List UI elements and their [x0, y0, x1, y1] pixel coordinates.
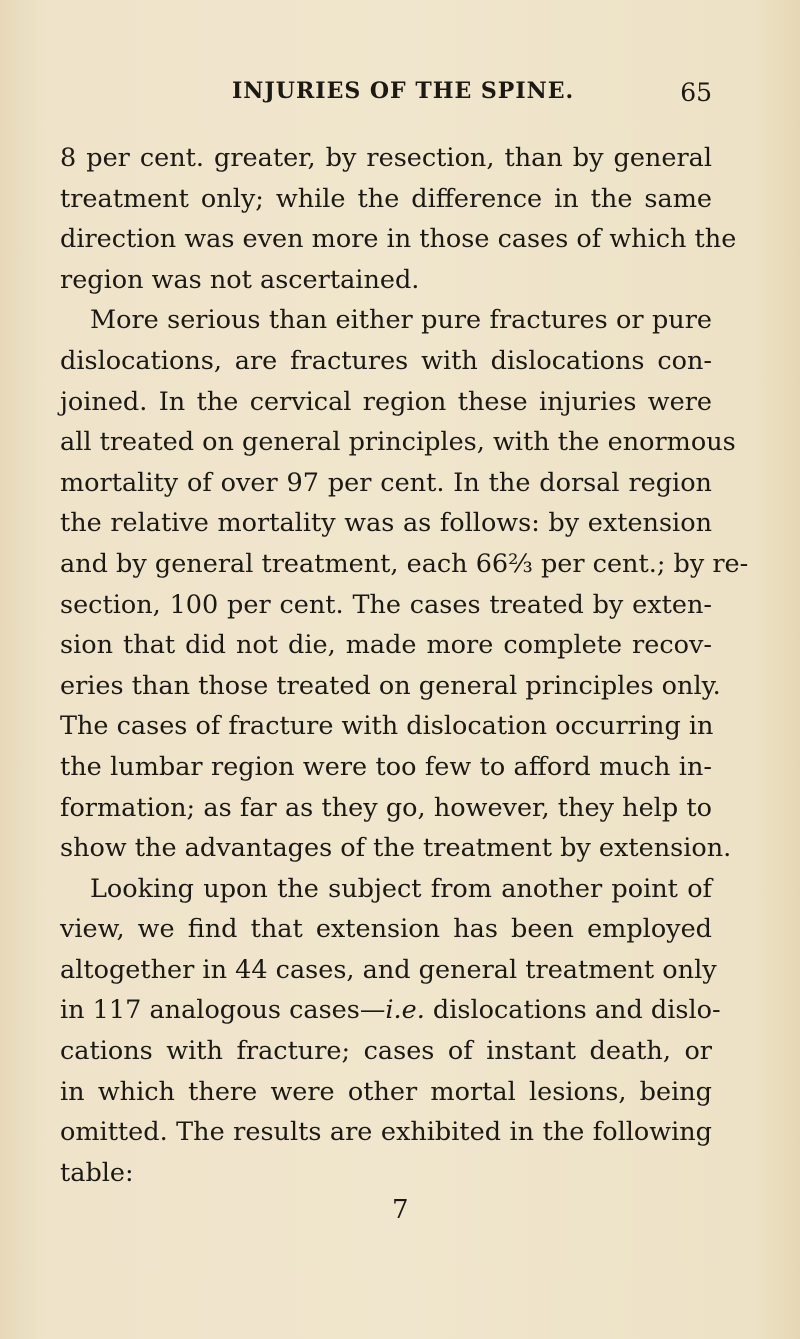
text-line: and by general treatment, each 66⅔ per cent.; by re-: [60, 548, 749, 579]
page-number: 65: [680, 78, 712, 107]
text-line: altogether in 44 cases, and general treatment only: [60, 954, 717, 985]
paragraph-start-line: Looking upon the subject from another point of: [90, 873, 712, 904]
body-text: [60, 138, 749, 1193]
text-line: show the advantages of the treatment by extension.: [60, 833, 732, 864]
text-line: mortality of over 97 per cent. In the dorsal region: [60, 467, 712, 498]
text-line: the relative mortality was as follows: by extension: [60, 508, 712, 539]
text-segment: in 117 analogous cases—: [60, 995, 386, 1026]
running-head: [60, 78, 712, 110]
running-title: INJURIES OF THE SPINE.: [232, 78, 575, 104]
italic-abbreviation: i.e.: [385, 995, 425, 1026]
text-line: view, we find that extension has been employed: [60, 914, 712, 945]
text-line: cations with fracture; cases of instant death, or: [60, 1036, 712, 1067]
text-line: omitted. The results are exhibited in the following: [60, 1117, 712, 1148]
text-line: treatment only; while the difference in the same: [60, 183, 712, 214]
text-line: section, 100 per cent. The cases treated by exten-: [60, 589, 712, 620]
text-line: formation; as far as they go, however, they help to: [60, 792, 712, 823]
text-line: table:: [60, 1157, 134, 1188]
text-line: the lumbar region were too few to afford much in-: [60, 751, 712, 782]
text-line: eries than those treated on general principles only.: [60, 670, 721, 701]
signature-mark: 7: [392, 1195, 409, 1225]
text-line: all treated on general principles, with the enormous: [60, 427, 736, 458]
text-line: direction was even more in those cases of which the: [60, 224, 737, 255]
text-line: in which there were other mortal lesions, being: [60, 1076, 712, 1107]
text-line: The cases of fracture with dislocation occurring in: [60, 711, 714, 742]
text-segment: dislocations and dislo-: [424, 995, 721, 1026]
text-line: sion that did not die, made more complete recov-: [60, 630, 712, 661]
paragraph-start-line: More serious than either pure fractures or pure: [90, 305, 712, 336]
text-line: 8 per cent. greater, by resection, than by general: [60, 143, 712, 173]
text-line-with-italic: [60, 990, 721, 1031]
text-line: dislocations, are fractures with dislocations con-: [60, 345, 712, 376]
text-line: region was not ascertained.: [60, 264, 420, 295]
text-line: joined. In the cervical region these injuries were: [60, 386, 712, 417]
